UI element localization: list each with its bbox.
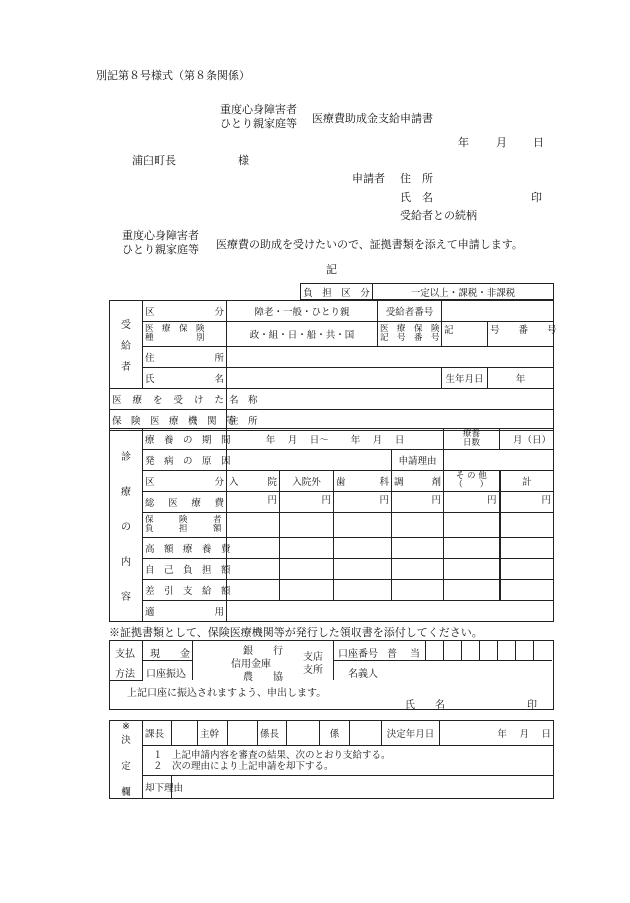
kigou-field[interactable]: 記 — [442, 322, 488, 347]
decision-date-field[interactable]: 年 月 日 — [440, 721, 554, 746]
address-label: 住 所 — [143, 347, 227, 368]
inst-addr-field[interactable]: 住 所 — [227, 410, 554, 431]
digit-sep-4 — [497, 640, 498, 660]
net-total[interactable] — [500, 580, 554, 601]
total-cost-dental[interactable]: 円 — [334, 492, 392, 513]
transfer-option[interactable]: 口座振込 — [146, 669, 186, 680]
burden-label: 負 担 区 分 — [301, 284, 373, 300]
remarks-field[interactable] — [227, 601, 554, 622]
kacho-label: 課長 — [143, 721, 172, 746]
payment-method-l1: 支払 — [115, 649, 135, 660]
row-insurer-label: 保 険 者 負 担 額 — [143, 513, 227, 538]
med-inst-label-1: 医 療 を 受 け た — [110, 389, 227, 410]
days-field[interactable]: 月（日） — [500, 429, 554, 450]
account-no-label: 口座番号 — [338, 649, 378, 660]
title-line2: ひとり親家庭等 — [220, 117, 297, 130]
intro-line1: 重度心身障害者 — [122, 229, 199, 242]
digit-sep-1 — [443, 640, 444, 660]
inst-name-field[interactable]: 名 称 — [227, 389, 554, 410]
burden-table — [300, 283, 554, 300]
branch-label-1: 支店 — [303, 652, 323, 663]
self-other[interactable] — [444, 559, 500, 580]
ins-type-label: 医 療 保 険 種 別 — [143, 322, 227, 347]
decision-option-2: ２ 次の理由により上記申請を却下する。 — [153, 760, 334, 772]
recipient-no-field[interactable] — [442, 301, 554, 322]
cash-divider — [142, 660, 192, 661]
total-cost-inpatient[interactable]: 円 — [227, 492, 280, 513]
high-cost-other[interactable] — [444, 538, 500, 559]
reason-label: 申請理由 — [392, 450, 444, 471]
high-cost-dental[interactable] — [334, 538, 392, 559]
self-inpatient[interactable] — [227, 559, 280, 580]
applicant-label: 申請者 — [352, 172, 385, 185]
net-pharmacy[interactable] — [392, 580, 444, 601]
page-title: 医療費助成金支給申請書 — [312, 112, 433, 125]
address-field[interactable] — [227, 347, 554, 368]
period-label: 療 養 の 期 間 — [143, 429, 227, 450]
payment-seal: 印 — [527, 700, 537, 711]
digit-sep-6 — [533, 640, 534, 660]
title-line1: 重度心身障害者 — [220, 103, 297, 116]
decision-side-label: ※ 決 定 欄 — [110, 721, 143, 799]
high-cost-total[interactable] — [500, 538, 554, 559]
row-net-label: 差 引 支 給 額 — [143, 580, 227, 601]
treatment-table — [109, 428, 554, 622]
net-other[interactable] — [444, 580, 500, 601]
col-other: そ の 他 （ ） — [444, 471, 500, 492]
col-dental: 歯 科 — [334, 471, 392, 492]
col-inpatient: 入 院 — [227, 471, 280, 492]
touza-option[interactable]: 当 — [410, 649, 420, 660]
ins-no-label: 医 療 保 険 記 号 番 号 — [378, 322, 442, 347]
total-cost-other[interactable]: 円 — [444, 492, 500, 513]
col-outpatient: 入院外 — [280, 471, 334, 492]
recipient-side-label: 受 給 者 — [110, 301, 143, 389]
self-pharmacy[interactable] — [392, 559, 444, 580]
self-outpatient[interactable] — [280, 559, 334, 580]
intro-prefix — [122, 229, 199, 257]
net-outpatient[interactable] — [280, 580, 334, 601]
holder-label: 名義人 — [348, 669, 378, 680]
high-cost-inpatient[interactable] — [227, 538, 280, 559]
shinkin-option[interactable]: 信用金庫 — [231, 659, 271, 670]
days-label: 療養 日数 — [444, 429, 500, 450]
remarks-label: 適 用 — [143, 601, 227, 622]
ki-label: 記 — [326, 263, 337, 276]
birthdate-label: 生年月日 — [442, 368, 488, 389]
applicant-address-label: 住 所 — [400, 172, 433, 185]
applicant-name-label: 氏 名 — [400, 191, 433, 204]
payment-name-label: 氏 名 — [405, 700, 445, 711]
name-field[interactable] — [227, 368, 442, 389]
kubun2-label: 区 分 — [143, 471, 227, 492]
honorific: 様 — [238, 154, 249, 167]
bangou-field[interactable]: 号 番 号 — [488, 322, 554, 347]
bank-option[interactable]: 銀 行 — [243, 646, 283, 657]
date-month: 月 — [496, 136, 507, 149]
ins-type-value[interactable]: 政・組・日・船・共・国 — [227, 322, 378, 347]
row-high-cost-label: 高 額 療 養 費 — [143, 538, 227, 559]
futsu-option[interactable]: 普 — [387, 649, 397, 660]
kacho-stamp[interactable] — [172, 721, 198, 746]
shukan-stamp[interactable] — [228, 721, 258, 746]
applicant-seal: 印 — [531, 191, 542, 204]
transfer-request-text: 上記口座に振込されますよう、申出します。 — [127, 688, 327, 699]
date-day: 日 — [533, 136, 544, 149]
cause-field[interactable] — [227, 450, 392, 471]
insurer-pharmacy[interactable] — [392, 513, 444, 538]
addressee: 浦臼町長 — [132, 154, 176, 167]
period-field[interactable]: 年 月 日～ 年 月 日 — [227, 429, 444, 450]
title-prefix — [220, 103, 297, 131]
row-total-cost-label: 総 医 療 費 — [143, 492, 227, 513]
digit-sep-3 — [479, 640, 480, 660]
total-cost-pharmacy[interactable]: 円 — [392, 492, 444, 513]
insurer-total[interactable] — [500, 513, 554, 538]
treatment-side-label: 診 療 の 内 容 — [110, 429, 143, 622]
payment-method-l2: 方法 — [115, 669, 135, 680]
burden-value[interactable]: 一定以上・課税・非課税 — [373, 284, 554, 300]
recipient-no-label: 受給者番号 — [378, 301, 442, 322]
decision-date-label: 決定年月日 — [382, 721, 440, 746]
kakaricho-stamp[interactable] — [287, 721, 320, 746]
decision-option-1: １ 上記申請内容を審査の結果、次のとおり支給する。 — [153, 749, 391, 761]
reject-reason-label: 却下理由 — [143, 775, 172, 798]
self-dental[interactable] — [334, 559, 392, 580]
col-pharmacy: 調 剤 — [392, 471, 444, 492]
branch-label-2: 支所 — [303, 665, 323, 676]
form-number: 別記第８号様式（第８条関係） — [96, 69, 250, 82]
kubun-label: 区 分 — [143, 301, 227, 322]
kakari-label: 係 — [320, 721, 350, 746]
decision-table — [109, 720, 554, 799]
cash-divider-v — [192, 640, 193, 680]
digit-sep-5 — [515, 640, 516, 660]
insurer-inpatient[interactable] — [227, 513, 280, 538]
insurer-outpatient[interactable] — [280, 513, 334, 538]
col-total: 計 — [500, 471, 554, 492]
reject-reason-field[interactable] — [172, 775, 554, 798]
total-cost-total[interactable]: 円 — [500, 492, 554, 513]
high-cost-pharmacy[interactable] — [392, 538, 444, 559]
nokyo-option[interactable]: 農 協 — [243, 672, 283, 683]
cause-label: 発 病 の 原 因 — [143, 450, 227, 471]
birth-year[interactable]: 年 — [488, 368, 554, 389]
date-year: 年 — [458, 136, 469, 149]
kakaricho-label: 係長 — [258, 721, 287, 746]
shukan-label: 主幹 — [198, 721, 228, 746]
intro-line2: ひとり親家庭等 — [122, 243, 199, 256]
total-cost-outpatient[interactable]: 円 — [280, 492, 334, 513]
insurer-dental[interactable] — [334, 513, 392, 538]
decision-options[interactable] — [143, 746, 554, 776]
self-total[interactable] — [500, 559, 554, 580]
name-label: 氏 名 — [143, 368, 227, 389]
net-inpatient[interactable] — [227, 580, 280, 601]
row-self-label: 自 己 負 担 額 — [143, 559, 227, 580]
insurer-other[interactable] — [444, 513, 500, 538]
kubun-value[interactable]: 障老・一般・ひとり親 — [227, 301, 378, 322]
receipt-note: ※証拠書類として、保険医療機関等が発行した領収書を添付してください。 — [109, 626, 483, 639]
account-divider-h — [333, 660, 552, 661]
intro-text: 医療費の助成を受けたいので、証拠書類を添えて申請します。 — [216, 238, 523, 251]
med-inst-label-2: 保 険 医 療 機 関 等 — [110, 410, 227, 431]
kakari-stamp[interactable] — [350, 721, 382, 746]
reason-field[interactable] — [444, 450, 554, 471]
high-cost-outpatient[interactable] — [280, 538, 334, 559]
relation-label: 受給者との続柄 — [400, 209, 477, 222]
recipient-table — [109, 300, 557, 431]
cash-option[interactable]: 現 金 — [150, 649, 190, 660]
digit-sep-2 — [461, 640, 462, 660]
net-dental[interactable] — [334, 580, 392, 601]
